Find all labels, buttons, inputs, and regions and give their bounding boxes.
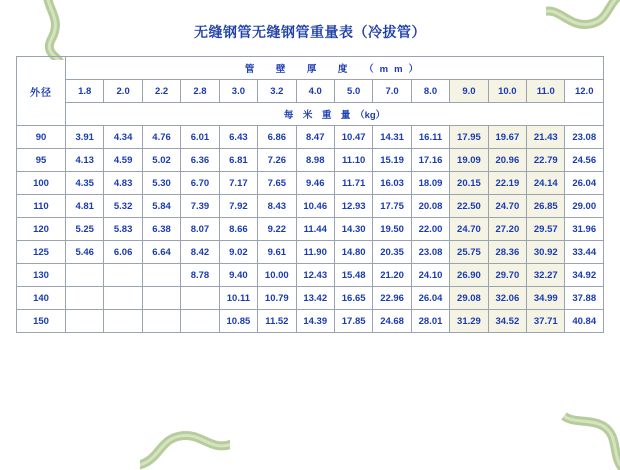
cell-weight: 7.39	[181, 195, 219, 218]
cell-empty	[66, 264, 104, 287]
cell-weight: 5.46	[66, 241, 104, 264]
cell-weight: 14.30	[334, 218, 372, 241]
header-weight-per-meter-band: 每 米 重 量 （kg）	[66, 103, 604, 126]
cell-weight: 6.81	[219, 149, 257, 172]
cell-weight: 8.43	[258, 195, 296, 218]
cell-weight: 22.00	[411, 218, 449, 241]
cell-weight: 32.27	[527, 264, 565, 287]
cell-weight: 26.90	[450, 264, 488, 287]
cell-weight: 6.01	[181, 126, 219, 149]
cell-weight: 34.99	[527, 287, 565, 310]
header-thickness-4.0: 4.0	[296, 80, 334, 103]
cell-weight: 17.95	[450, 126, 488, 149]
cell-weight: 24.70	[450, 218, 488, 241]
cell-weight: 4.35	[66, 172, 104, 195]
cell-weight: 17.16	[411, 149, 449, 172]
cell-weight: 6.38	[142, 218, 180, 241]
cell-weight: 25.75	[450, 241, 488, 264]
weight-table-container	[16, 56, 604, 333]
cell-weight: 9.40	[219, 264, 257, 287]
cell-weight: 3.91	[66, 126, 104, 149]
table-row	[17, 287, 604, 310]
cell-weight: 4.81	[66, 195, 104, 218]
table-row	[17, 264, 604, 287]
cell-weight: 6.43	[219, 126, 257, 149]
cell-outer-diameter: 140	[17, 287, 66, 310]
cell-weight: 14.39	[296, 310, 334, 333]
cell-weight: 22.96	[373, 287, 411, 310]
cell-weight: 19.50	[373, 218, 411, 241]
cell-weight: 34.52	[488, 310, 526, 333]
cell-weight: 31.29	[450, 310, 488, 333]
cell-weight: 7.26	[258, 149, 296, 172]
cell-weight: 5.32	[104, 195, 142, 218]
cell-weight: 7.65	[258, 172, 296, 195]
cell-weight: 29.08	[450, 287, 488, 310]
cell-weight: 4.83	[104, 172, 142, 195]
cell-empty	[66, 310, 104, 333]
header-row-thickness-values	[17, 80, 604, 103]
cell-weight: 8.98	[296, 149, 334, 172]
table-row	[17, 218, 604, 241]
cell-weight: 22.50	[450, 195, 488, 218]
cell-weight: 14.80	[334, 241, 372, 264]
cell-weight: 11.10	[334, 149, 372, 172]
cell-outer-diameter: 100	[17, 172, 66, 195]
cell-empty	[104, 264, 142, 287]
header-thickness-7.0: 7.0	[373, 80, 411, 103]
cell-weight: 10.46	[296, 195, 334, 218]
cell-weight: 22.79	[527, 149, 565, 172]
cell-weight: 21.43	[527, 126, 565, 149]
cell-weight: 5.02	[142, 149, 180, 172]
cell-outer-diameter: 120	[17, 218, 66, 241]
cell-weight: 37.88	[565, 287, 604, 310]
cell-weight: 17.85	[334, 310, 372, 333]
cell-weight: 18.09	[411, 172, 449, 195]
cell-weight: 8.78	[181, 264, 219, 287]
cell-weight: 6.06	[104, 241, 142, 264]
cell-weight: 34.92	[565, 264, 604, 287]
table-row	[17, 149, 604, 172]
cell-outer-diameter: 95	[17, 149, 66, 172]
cell-weight: 26.04	[411, 287, 449, 310]
cell-weight: 4.59	[104, 149, 142, 172]
cell-empty	[142, 264, 180, 287]
cell-weight: 24.10	[411, 264, 449, 287]
cell-weight: 8.42	[181, 241, 219, 264]
header-thickness-2.2: 2.2	[142, 80, 180, 103]
cell-empty	[142, 287, 180, 310]
cell-weight: 10.79	[258, 287, 296, 310]
decorative-ribbon-bottom-left	[140, 400, 230, 470]
cell-weight: 6.64	[142, 241, 180, 264]
cell-weight: 23.08	[565, 126, 604, 149]
table-row	[17, 172, 604, 195]
cell-weight: 26.85	[527, 195, 565, 218]
cell-weight: 14.31	[373, 126, 411, 149]
cell-weight: 24.68	[373, 310, 411, 333]
table-row	[17, 195, 604, 218]
header-row-band-bottom	[17, 103, 604, 126]
cell-weight: 4.34	[104, 126, 142, 149]
header-thickness-10.0: 10.0	[488, 80, 526, 103]
cell-weight: 16.65	[334, 287, 372, 310]
cell-outer-diameter: 150	[17, 310, 66, 333]
cell-weight: 23.08	[411, 241, 449, 264]
cell-empty	[181, 287, 219, 310]
cell-weight: 9.02	[219, 241, 257, 264]
header-thickness-9.0: 9.0	[450, 80, 488, 103]
cell-empty	[181, 310, 219, 333]
decorative-ribbon-bottom-right	[554, 406, 620, 470]
page-title: 无缝钢管无缝钢管重量表（冷拔管）	[194, 24, 426, 40]
cell-outer-diameter: 130	[17, 264, 66, 287]
cell-weight: 28.01	[411, 310, 449, 333]
cell-weight: 11.52	[258, 310, 296, 333]
outer-diameter-label: 外径	[30, 87, 52, 99]
cell-weight: 10.47	[334, 126, 372, 149]
cell-weight: 29.00	[565, 195, 604, 218]
cell-weight: 6.36	[181, 149, 219, 172]
header-thickness-2.0: 2.0	[104, 80, 142, 103]
header-thickness-5.0: 5.0	[334, 80, 372, 103]
cell-weight: 11.71	[334, 172, 372, 195]
header-thickness-2.8: 2.8	[181, 80, 219, 103]
cell-empty	[142, 310, 180, 333]
cell-weight: 27.20	[488, 218, 526, 241]
cell-weight: 20.15	[450, 172, 488, 195]
header-thickness-3.0: 3.0	[219, 80, 257, 103]
header-thickness-11.0: 11.0	[527, 80, 565, 103]
cell-weight: 17.75	[373, 195, 411, 218]
cell-weight: 6.70	[181, 172, 219, 195]
cell-weight: 11.90	[296, 241, 334, 264]
cell-weight: 9.46	[296, 172, 334, 195]
cell-empty	[104, 310, 142, 333]
cell-weight: 5.84	[142, 195, 180, 218]
cell-weight: 6.86	[258, 126, 296, 149]
cell-weight: 31.96	[565, 218, 604, 241]
table-row	[17, 241, 604, 264]
cell-weight: 29.57	[527, 218, 565, 241]
cell-weight: 15.19	[373, 149, 411, 172]
cell-empty	[66, 287, 104, 310]
cell-weight: 16.11	[411, 126, 449, 149]
cell-weight: 9.22	[258, 218, 296, 241]
cell-outer-diameter: 90	[17, 126, 66, 149]
cell-weight: 10.85	[219, 310, 257, 333]
cell-weight: 7.17	[219, 172, 257, 195]
cell-weight: 11.44	[296, 218, 334, 241]
cell-weight: 10.11	[219, 287, 257, 310]
cell-weight: 24.56	[565, 149, 604, 172]
cell-weight: 16.03	[373, 172, 411, 195]
header-outer-diameter	[17, 57, 66, 126]
cell-weight: 8.47	[296, 126, 334, 149]
table-row	[17, 310, 604, 333]
cell-weight: 19.09	[450, 149, 488, 172]
header-wall-thickness-band: 管 壁 厚 度 （mm）	[66, 57, 604, 80]
cell-weight: 9.61	[258, 241, 296, 264]
cell-weight: 4.76	[142, 126, 180, 149]
cell-outer-diameter: 125	[17, 241, 66, 264]
cell-weight: 22.19	[488, 172, 526, 195]
cell-weight: 20.35	[373, 241, 411, 264]
cell-weight: 40.84	[565, 310, 604, 333]
cell-weight: 5.25	[66, 218, 104, 241]
cell-weight: 33.44	[565, 241, 604, 264]
cell-weight: 30.92	[527, 241, 565, 264]
cell-weight: 20.08	[411, 195, 449, 218]
cell-weight: 13.42	[296, 287, 334, 310]
cell-weight: 8.07	[181, 218, 219, 241]
cell-weight: 32.06	[488, 287, 526, 310]
cell-weight: 12.93	[334, 195, 372, 218]
cell-weight: 7.92	[219, 195, 257, 218]
table-body	[17, 57, 604, 333]
cell-weight: 10.00	[258, 264, 296, 287]
cell-weight: 21.20	[373, 264, 411, 287]
cell-weight: 24.14	[527, 172, 565, 195]
header-row-band-top	[17, 57, 604, 80]
header-thickness-3.2: 3.2	[258, 80, 296, 103]
cell-weight: 5.83	[104, 218, 142, 241]
pipe-weight-table	[16, 56, 604, 333]
cell-weight: 26.04	[565, 172, 604, 195]
cell-weight: 19.67	[488, 126, 526, 149]
cell-empty	[104, 287, 142, 310]
cell-weight: 15.48	[334, 264, 372, 287]
cell-weight: 8.66	[219, 218, 257, 241]
header-thickness-1.8: 1.8	[66, 80, 104, 103]
header-thickness-12.0: 12.0	[565, 80, 604, 103]
header-thickness-8.0: 8.0	[411, 80, 449, 103]
cell-weight: 24.70	[488, 195, 526, 218]
cell-weight: 29.70	[488, 264, 526, 287]
cell-outer-diameter: 110	[17, 195, 66, 218]
cell-weight: 28.36	[488, 241, 526, 264]
table-row	[17, 126, 604, 149]
cell-weight: 12.43	[296, 264, 334, 287]
cell-weight: 20.96	[488, 149, 526, 172]
cell-weight: 37.71	[527, 310, 565, 333]
cell-weight: 5.30	[142, 172, 180, 195]
cell-weight: 4.13	[66, 149, 104, 172]
